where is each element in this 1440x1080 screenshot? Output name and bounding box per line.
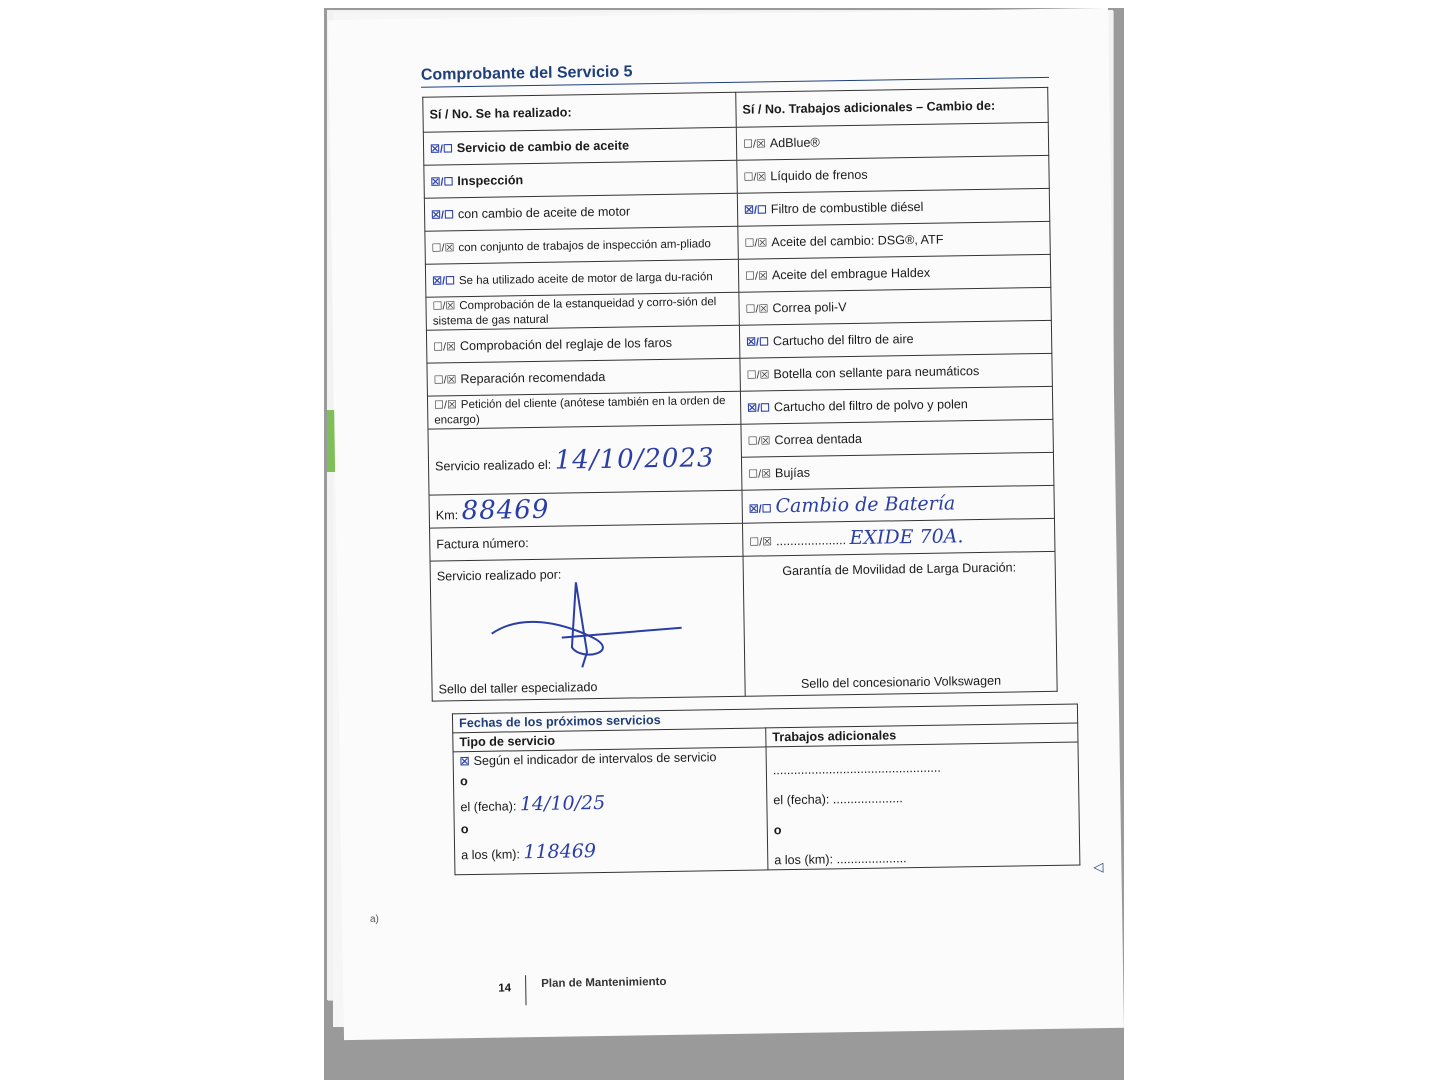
left-header: Sí / No. Se ha realizado:: [423, 92, 737, 132]
left-row-1[interactable]: ☒/☐ Inspección: [424, 160, 737, 198]
col-service-header: Tipo de servicio: [453, 728, 766, 752]
checkbox-icon[interactable]: ☒: [459, 756, 470, 769]
checkbox-icon[interactable]: ☐/☒: [434, 399, 457, 412]
footer-divider: [525, 975, 526, 1005]
service-date-value[interactable]: 14/10/2023: [554, 442, 715, 476]
checkbox-icon[interactable]: ☐/☒: [433, 341, 457, 354]
km-value[interactable]: 88469: [461, 494, 550, 527]
right-row-5[interactable]: ☐/☒ Correa poli-V: [739, 287, 1051, 325]
invoice-cell[interactable]: Factura número:: [430, 523, 743, 561]
checkbox-icon[interactable]: ☐/☒: [744, 237, 768, 250]
checkbox-icon[interactable]: ☐/☒: [746, 369, 770, 382]
dealer-stamp-label: Sello del concesionario Volkswagen: [800, 673, 1002, 691]
right-row-10[interactable]: ☐/☒ Bujías: [741, 452, 1053, 490]
right-row-9[interactable]: ☐/☒ Correa dentada: [741, 419, 1053, 457]
signature-cell[interactable]: Servicio realizado por: Sello del taller especializado: [430, 556, 745, 701]
right-row-7[interactable]: ☐/☒ Botella con sellante para neumáticos: [740, 353, 1052, 391]
page-title: Comprobante del Servicio 5: [420, 63, 633, 84]
service-date-cell[interactable]: Servicio realizado el: 14/10/2023: [428, 424, 742, 495]
checkbox-icon[interactable]: ☐/☒: [433, 374, 457, 387]
checkbox-icon[interactable]: ☐/☒: [748, 468, 772, 481]
checkbox-icon[interactable]: ☒/☐: [747, 402, 771, 415]
footer-section: Plan de Mantenimiento: [541, 975, 667, 990]
triangle-left-icon: ◁: [1093, 859, 1104, 875]
next-date-value[interactable]: 14/10/25: [519, 791, 606, 816]
guarantee-cell[interactable]: Garantía de Movilidad de Larga Duración: Sello del concesionario Volkswagen: [743, 551, 1057, 696]
checkbox-icon[interactable]: ☐/☒: [747, 435, 771, 448]
checkbox-icon[interactable]: ☐/☒: [431, 241, 455, 255]
checkbox-icon[interactable]: ☒/☐: [746, 336, 770, 349]
extra-custom-row-1[interactable]: [742, 485, 1054, 523]
checkbox-icon[interactable]: ☒/☐: [743, 204, 767, 217]
left-row-4[interactable]: ☒/☐ Se ha utilizado aceite de motor de larga du-ración: [425, 259, 738, 297]
checkbox-icon[interactable]: ☐/☒: [742, 138, 766, 151]
checkbox-icon[interactable]: ☐/☒: [749, 536, 773, 549]
left-row-6[interactable]: ☐/☒ Comprobación del reglaje de los faros: [426, 325, 739, 363]
extra-custom-row-2[interactable]: ☐/☒ .................... EXIDE 70A.: [742, 518, 1054, 556]
service-record-table: [422, 87, 1057, 702]
extra-custom-2[interactable]: EXIDE 70A.: [849, 525, 964, 550]
right-row-0[interactable]: ☐/☒ AdBlue®: [736, 122, 1048, 160]
workshop-stamp-label: Sello del taller especializado: [438, 680, 598, 697]
service-type-cell[interactable]: ☒ Según el indicador de intervalos de servicio o el (fecha): 14/10/25 o a los (km): 118469: [453, 747, 768, 875]
checkbox-icon[interactable]: ☒/☐: [429, 143, 453, 156]
additional-work-cell[interactable]: ................................................ el (fecha): .................... o a los (km): ....................: [766, 742, 1080, 870]
checkbox-icon[interactable]: ☒/☐: [430, 176, 454, 189]
left-row-3[interactable]: ☐/☒ con conjunto de trabajos de inspección am-pliado: [425, 226, 738, 264]
right-row-1[interactable]: ☐/☒ Líquido de frenos: [737, 155, 1049, 193]
left-row-7[interactable]: ☐/☒ Reparación recomendada: [427, 358, 740, 396]
checkbox-icon[interactable]: ☒/☐: [432, 274, 456, 288]
page-number: 14: [498, 982, 512, 995]
checkbox-icon[interactable]: ☐/☒: [432, 300, 456, 313]
checkbox-icon[interactable]: ☐/☒: [743, 171, 767, 184]
next-services-title: Fechas de los próximos servicios: [452, 704, 1077, 733]
right-row-3[interactable]: ☐/☒ Aceite del cambio: DSG®, ATF: [738, 221, 1050, 259]
checkbox-icon[interactable]: ☐/☒: [745, 303, 769, 316]
signature-icon: [481, 575, 703, 678]
side-letter: a): [370, 914, 379, 925]
checkbox-icon[interactable]: ☐/☒: [745, 270, 768, 283]
right-row-6[interactable]: ☒/☐ Cartucho del filtro de aire: [739, 320, 1051, 358]
checkbox-icon[interactable]: ☒/☐: [431, 209, 454, 222]
next-km-value[interactable]: 118469: [523, 840, 597, 864]
next-services-table: [452, 703, 1080, 875]
left-row-0[interactable]: ☒/☐ Servicio de cambio de aceite: [423, 127, 736, 165]
checkbox-icon[interactable]: ☒/☐: [748, 503, 772, 516]
right-header: Sí / No. Trabajos adicionales – Cambio de:: [736, 87, 1049, 127]
left-row-5[interactable]: ☐/☒ Comprobación de la estanqueidad y corro-sión del sistema de gas natural: [426, 292, 739, 330]
right-row-8[interactable]: ☒/☐ Cartucho del filtro de polvo y polen: [740, 386, 1052, 424]
km-cell[interactable]: Km: 88469: [429, 490, 742, 528]
service-page: [328, 8, 1124, 1040]
extra-custom-1[interactable]: Cambio de Batería: [775, 492, 956, 518]
right-row-4[interactable]: ☐/☒ Aceite del embrague Haldex: [738, 254, 1050, 292]
right-row-2[interactable]: ☒/☐ Filtro de combustible diésel: [737, 188, 1049, 226]
left-row-8[interactable]: ☐/☒ Petición del cliente (anótese también en la orden de encargo): [427, 391, 740, 429]
left-row-2[interactable]: ☒/☐ con cambio de aceite de motor: [424, 193, 737, 231]
col-additional-header: Trabajos adicionales: [766, 723, 1078, 747]
